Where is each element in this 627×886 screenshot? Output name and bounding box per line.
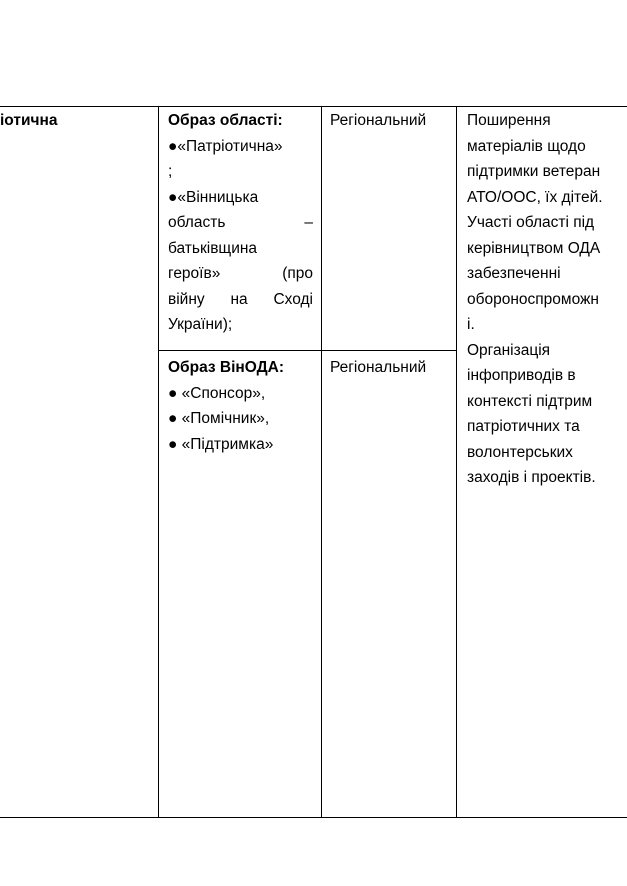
description-line: забезпеченні (467, 265, 561, 282)
oda-image-block (168, 355, 284, 457)
block2-level: Регіональний (330, 359, 427, 376)
table-bottom-border (0, 817, 627, 818)
block1-item2-line2: область – (168, 214, 313, 231)
block2-item: ● «Спонсор», (168, 384, 266, 402)
block2-item: ● «Підтримка» (168, 435, 274, 453)
block1-item2-line3: батьківщина (168, 239, 258, 257)
block1-item1: ●«Патріотична» (168, 137, 283, 155)
bullet-icon: ● (168, 188, 178, 206)
table-top-border (0, 106, 627, 107)
column-divider (321, 106, 322, 818)
block1-item2-line6: України); (168, 316, 233, 333)
column1-title: іотична (0, 112, 58, 129)
description-line: матеріалів щодо (467, 137, 586, 155)
block1-item2: ●«Вінницька (168, 188, 259, 206)
description-line: заходів і проектів. (467, 469, 596, 486)
description-line: патріотичних та (467, 418, 580, 435)
description-line: керівництвом ОДА (467, 239, 601, 257)
bullet-icon: ● (168, 410, 182, 427)
block1-level: Регіональний (330, 112, 427, 129)
row-divider (158, 350, 322, 351)
block1-item2-line4: героїв» (про (168, 265, 313, 282)
block1-item1-cont: ; (168, 163, 173, 180)
block1-item2-line5: війну на Сході (168, 290, 313, 308)
description-line: Участі області під (467, 214, 595, 231)
description-line: підтримки ветеран (467, 163, 601, 180)
block2-heading: Образ ВінОДА: (168, 359, 285, 376)
description-line: обороноспроможн (467, 290, 599, 308)
bullet-icon: ● (168, 137, 178, 155)
description-line: Організація (467, 341, 551, 359)
description-line: і. (467, 316, 475, 333)
description-line: Поширення (467, 112, 551, 129)
bullet-icon: ● (168, 384, 182, 402)
block1-heading: Образ області: (168, 112, 283, 129)
column-divider (158, 106, 159, 818)
row-divider (321, 350, 456, 351)
description-line: волонтерських (467, 443, 573, 461)
bullet-icon: ● (168, 435, 182, 453)
description-line: інфоприводів в (467, 367, 576, 384)
activities-description (467, 108, 603, 491)
column-divider (456, 106, 457, 818)
description-line: АТО/ООС, їх дітей. (467, 188, 603, 206)
description-line: контексті підтрим (467, 392, 593, 410)
region-image-block (168, 108, 313, 338)
block2-item: ● «Помічник», (168, 410, 270, 427)
